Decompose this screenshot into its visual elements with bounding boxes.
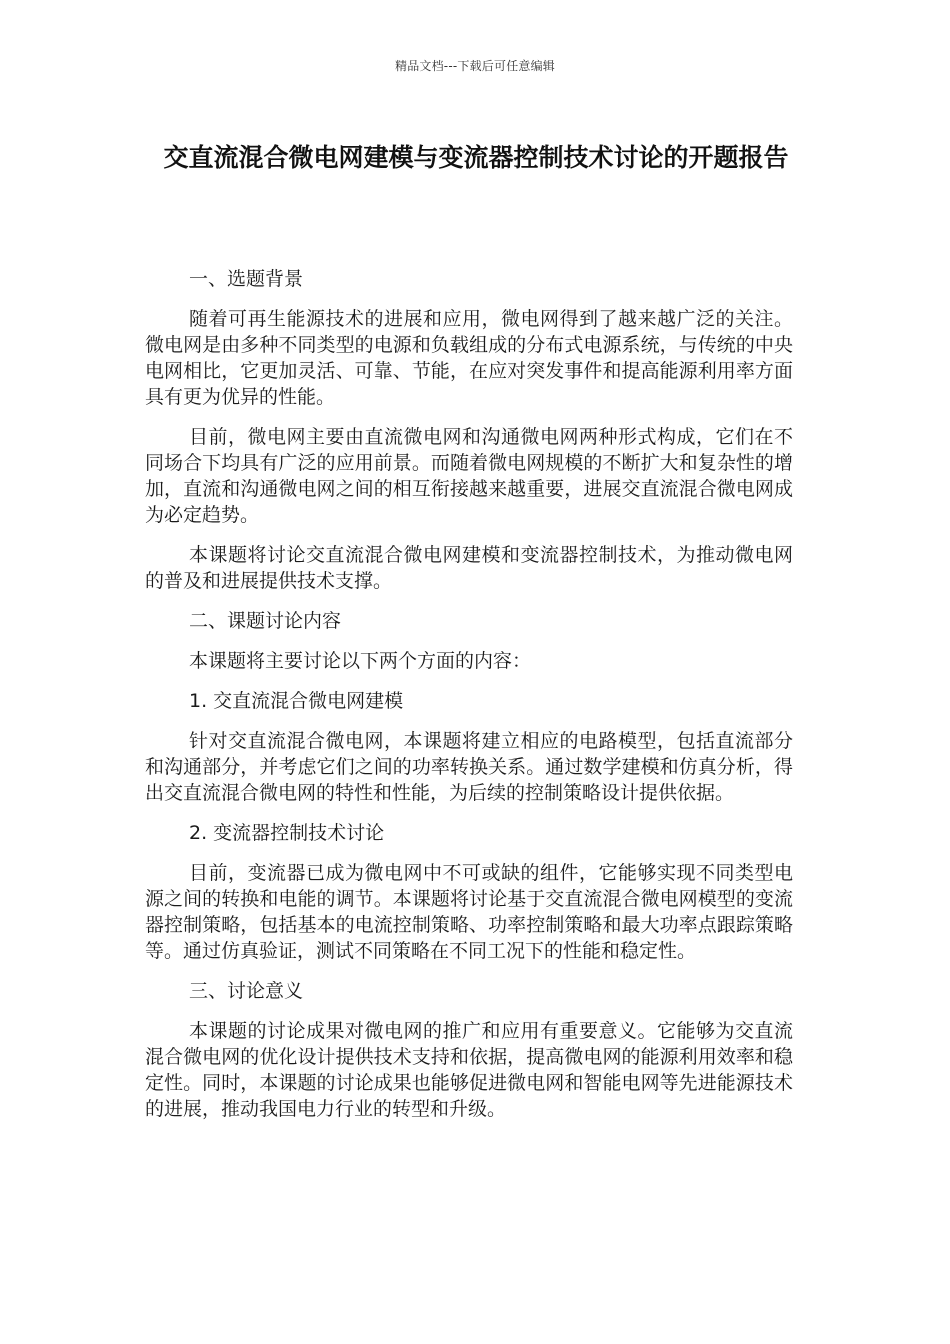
section-heading-significance: 三、讨论意义 xyxy=(189,980,304,1002)
section-heading-background: 一、选题背景 xyxy=(189,268,304,290)
paragraph-significance: 本课题的讨论成果对微电网的推广和应用有重要意义。它能够为交直流混合微电网的优化设计提供技术支持和依据，提高微电网的能源利用效率和稳定性。同时，本课题的讨论成果也能够促进微电网和智能电网等先进能源技术的进展，推动我国电力行业的转型和升级。 xyxy=(145,1020,793,1120)
paragraph-research-intro: 本课题将主要讨论以下两个方面的内容： xyxy=(189,650,532,672)
document-body xyxy=(145,266,793,1136)
paragraph-background-2: 目前，微电网主要由直流微电网和沟通微电网两种形式构成，它们在不同场合下均具有广泛的应用前景。而随着微电网规模的不断扩大和复杂性的增加，直流和沟通微电网之间的相互衔接越来越重要，进展交直流混合微电网成为必定趋势。 xyxy=(145,426,793,526)
paragraph-background-3: 本课题将讨论交直流混合微电网建模和变流器控制技术，为推动微电网的普及和进展提供技术支撑。 xyxy=(145,544,793,592)
document-title: 交直流混合微电网建模与变流器控制技术讨论的开题报告 xyxy=(163,143,789,172)
section-heading-research-content: 二、课题讨论内容 xyxy=(189,610,342,632)
paragraph-modeling: 针对交直流混合微电网，本课题将建立相应的电路模型，包括直流部分和沟通部分，并考虑它们之间的功率转换关系。通过数学建模和仿真分析，得出交直流混合微电网的特性和性能，为后续的控制策略设计提供依据。 xyxy=(145,730,793,804)
header-note: 精品文档---下载后可任意编辑 xyxy=(395,59,555,73)
subheading-converter-control: 2. 变流器控制技术讨论 xyxy=(189,822,385,844)
paragraph-converter-control: 目前，变流器已成为微电网中不可或缺的组件，它能够实现不同类型电源之间的转换和电能的调节。本课题将讨论基于交直流混合微电网模型的变流器控制策略，包括基本的电流控制策略、功率控制策略和最大功率点跟踪策略等。通过仿真验证，测试不同策略在不同工况下的性能和稳定性。 xyxy=(145,862,793,962)
paragraph-background-1: 随着可再生能源技术的进展和应用，微电网得到了越来越广泛的关注。微电网是由多种不同类型的电源和负载组成的分布式电源系统，与传统的中央电网相比，它更加灵活、可靠、节能，在应对突发事件和提高能源利用率方面具有更为优异的性能。 xyxy=(145,308,793,408)
subheading-modeling: 1. 交直流混合微电网建模 xyxy=(189,690,404,712)
